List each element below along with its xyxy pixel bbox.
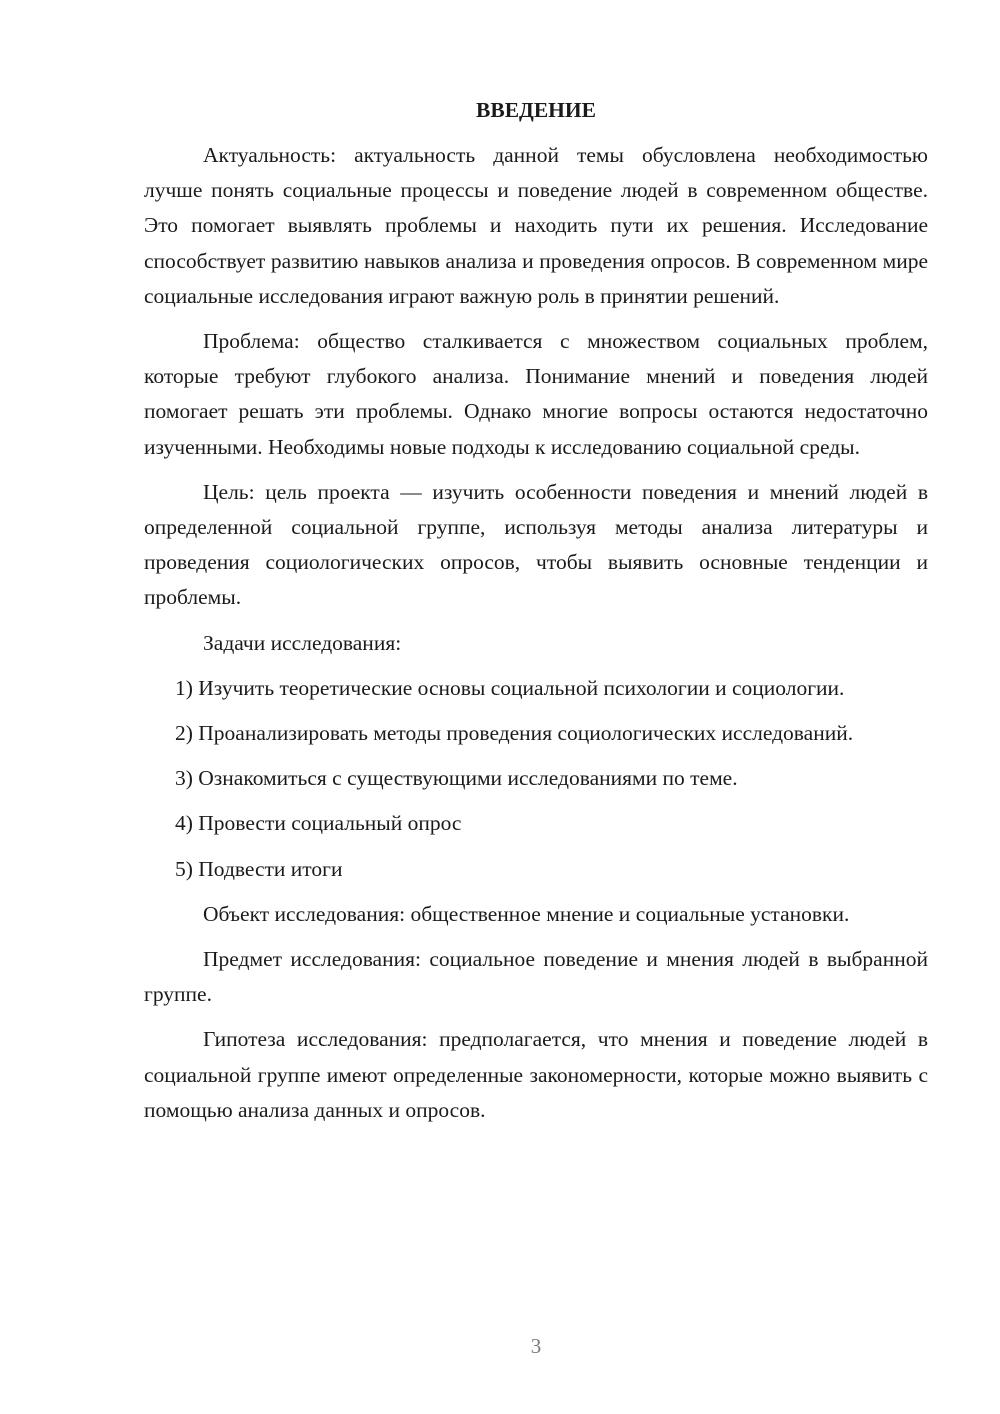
problem-paragraph: Проблема: общество сталкивается с множеством социальных проблем, которые требуют глубокого анализа. Понимание мнений и поведения людей помогает решать эти проблемы. Однако многие вопросы остаются недостаточно изученными. Необходимы новые подходы к исследованию социальной среды. xyxy=(144,329,928,459)
task-item-5: 5) Подвести итоги xyxy=(175,856,343,881)
hypothesis-paragraph: Гипотеза исследования: предполагается, что мнения и поведение людей в социальной группе имеют определенные закономерности, которые можно выявить с помощью анализа данных и опросов. xyxy=(144,1027,928,1122)
tasks-heading: Задачи исследования: xyxy=(203,630,402,655)
task-item-2: 2) Проанализировать методы проведения социологических исследований. xyxy=(175,721,854,746)
page-number: 3 xyxy=(530,1334,542,1358)
subject-paragraph: Предмет исследования: социальное поведение и мнения людей в выбранной группе. xyxy=(144,947,928,1007)
object-paragraph: Объект исследования: общественное мнение и социальные установки. xyxy=(203,901,850,926)
goal-paragraph: Цель: цель проекта — изучить особенности поведения и мнений людей в определенной социальной группе, используя методы анализа литературы и проведения социологических опросов, чтобы выявить основные тенденции и проблемы. xyxy=(144,479,928,610)
task-item-4: 4) Провести социальный опрос xyxy=(175,811,462,836)
relevance-paragraph: Актуальность: актуальность данной темы обусловлена необходимостью лучше понять социальные процессы и поведение людей в современном обществе. Это помогает выявлять проблемы и находить пути их решения. Исследование способствует развитию навыков анализа и проведения опросов. В современном мире социальные исследования играют важную роль в принятии решений. xyxy=(144,143,928,308)
task-item-1: 1) Изучить теоретические основы социальной психологии и социологии. xyxy=(175,675,845,700)
document-page xyxy=(144,92,928,1138)
task-item-3: 3) Ознакомиться с существующими исследованиями по теме. xyxy=(175,766,738,791)
section-title: ВВЕДЕНИЕ xyxy=(476,98,596,122)
